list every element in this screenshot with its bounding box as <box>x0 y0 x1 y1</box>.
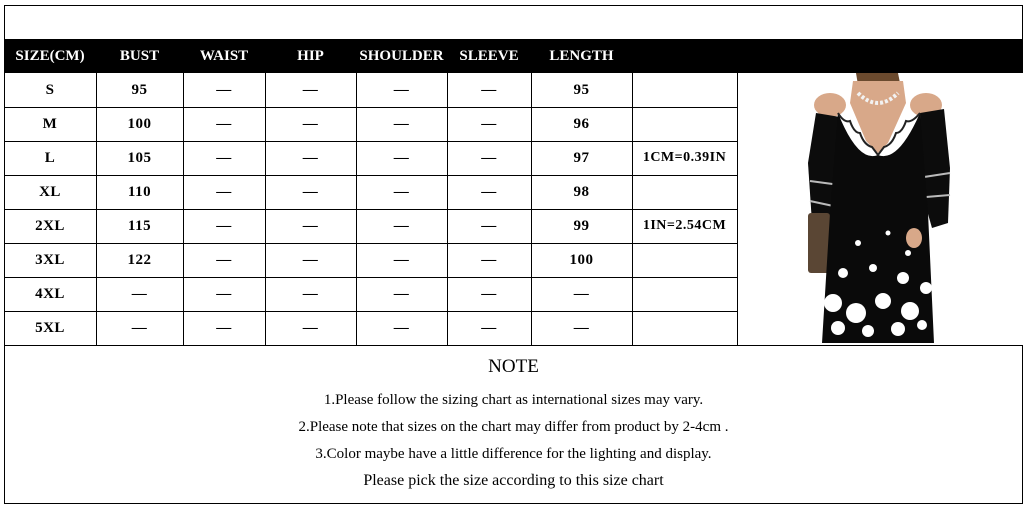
table-cell: — <box>481 184 497 200</box>
conversion-cell <box>632 243 737 277</box>
header-bust: BUST <box>119 48 160 64</box>
table-cell: — <box>393 82 410 98</box>
size-label-cell: 4XL <box>35 286 65 302</box>
table-cell: — <box>481 252 497 268</box>
conversion-cell <box>632 73 737 107</box>
table-cell: — <box>216 82 232 98</box>
table-cell: — <box>216 286 232 302</box>
table-cell: — <box>302 286 319 302</box>
note-title: NOTE <box>488 356 539 377</box>
table-cell: — <box>481 286 497 302</box>
header-size: SIZE(CM) <box>15 48 85 64</box>
table-cell: — <box>393 150 410 166</box>
size-label-cell: S <box>45 82 55 98</box>
header-sleeve: SLEEVE <box>459 48 519 64</box>
table-cell: — <box>393 320 410 336</box>
header-length: LENGTH <box>549 48 614 64</box>
table-cell: — <box>216 150 232 166</box>
table-cell: — <box>481 320 497 336</box>
table-cell: — <box>481 116 497 132</box>
table-cell: — <box>393 116 410 132</box>
table-cell: — <box>302 252 319 268</box>
table-cell: 99 <box>573 218 590 234</box>
table-cell: — <box>481 82 497 98</box>
table-cell: — <box>302 116 319 132</box>
size-label-cell: M <box>42 116 58 132</box>
table-cell: — <box>131 320 148 336</box>
table-cell: — <box>393 286 410 302</box>
table-cell: — <box>216 320 232 336</box>
conversion-cell <box>632 311 737 345</box>
table-cell: — <box>393 218 410 234</box>
conversion-cell: 1CM=0.39IN <box>642 150 727 165</box>
table-cell: — <box>302 218 319 234</box>
table-cell: 96 <box>573 116 590 132</box>
conversion-cell: 1IN=2.54CM <box>642 218 727 233</box>
table-cell: — <box>393 252 410 268</box>
table-header <box>4 39 1023 73</box>
table-cell: — <box>216 116 232 132</box>
table-cell: 97 <box>573 150 590 166</box>
product-photo-dress <box>738 73 1023 345</box>
table-cell: — <box>302 184 319 200</box>
table-cell: — <box>216 252 232 268</box>
note-line-3: 3.Color maybe have a little difference for the lighting and display. <box>315 446 712 462</box>
table-cell: — <box>302 150 319 166</box>
header-hip: HIP <box>297 48 324 64</box>
note-line-2: 2.Please note that sizes on the chart may differ from product by 2-4cm . <box>298 419 729 435</box>
table-cell: 115 <box>127 218 152 234</box>
table-cell: — <box>216 218 232 234</box>
table-cell: — <box>302 320 319 336</box>
table-cell: — <box>481 218 497 234</box>
table-cell: 105 <box>127 150 152 166</box>
table-cell: — <box>216 184 232 200</box>
table-cell: 122 <box>127 252 152 268</box>
size-label-cell: XL <box>39 184 61 200</box>
conversion-cell <box>632 107 737 141</box>
table-cell: — <box>573 320 590 336</box>
table-cell: 100 <box>127 116 152 132</box>
table-cell: 98 <box>573 184 590 200</box>
table-cell: 95 <box>573 82 590 98</box>
conversion-cell <box>632 277 737 311</box>
table-cell: — <box>573 286 590 302</box>
table-hline <box>4 345 1023 346</box>
note-line-1: 1.Please follow the sizing chart as international sizes may vary. <box>323 392 704 408</box>
table-cell: — <box>393 184 410 200</box>
note-footer: Please pick the size according to this size chart <box>363 472 664 489</box>
size-label-cell: L <box>44 150 56 166</box>
table-cell: 110 <box>127 184 152 200</box>
table-cell: 95 <box>131 82 148 98</box>
header-shoulder: SHOULDER <box>359 48 444 64</box>
size-label-cell: 5XL <box>35 320 65 336</box>
size-label-cell: 3XL <box>35 252 65 268</box>
table-cell: — <box>131 286 148 302</box>
header-waist: WAIST <box>199 48 249 64</box>
table-cell: — <box>481 150 497 166</box>
table-cell: — <box>302 82 319 98</box>
conversion-cell <box>632 175 737 209</box>
table-cell: 100 <box>569 252 594 268</box>
size-label-cell: 2XL <box>35 218 65 234</box>
